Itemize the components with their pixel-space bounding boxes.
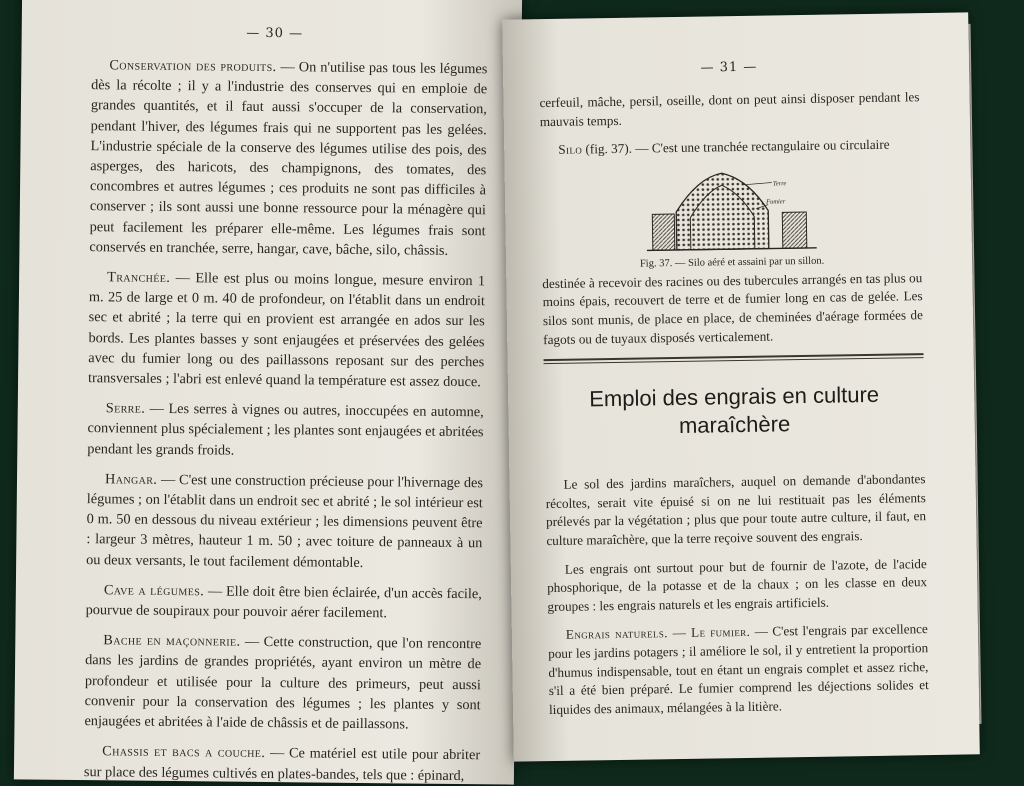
heading-serre: Serre. (105, 400, 146, 417)
right-page (502, 12, 980, 761)
text-serre: — Les serres à vignes ou autres, inoccupées en automne, conviennent plus spécialement ; les plantes sont enjaugées et abritées pendant les grands froids. (87, 400, 484, 459)
paragraph-silo (540, 135, 920, 160)
left-page (14, 0, 522, 785)
text-cave: — Elle doit être bien éclairée, d'un accès facile, pourvue de soupiraux pour pouvoir aérer facilement. (85, 583, 482, 622)
heading-hangar: Hangar. (104, 471, 158, 488)
heading-tranchee: Tranchée. (107, 269, 171, 287)
paragraph-cave (86, 580, 482, 625)
section-title (544, 380, 925, 442)
section-title-line-2: maraîchère (678, 411, 791, 439)
figure-silo (541, 164, 923, 271)
paragraph-bache (84, 630, 481, 735)
right-wall-shape (782, 212, 807, 248)
left-page-body (84, 55, 488, 786)
paragraph-top: cerfeuil, mâche, persil, oseille, dont on peut ainsi disposer pendant les mauvais temps. (539, 89, 920, 129)
heading-engrais: Engrais naturels. (565, 625, 669, 643)
section-title-line-1: Emploi des engrais en culture (589, 381, 880, 412)
paragraph-serre (87, 398, 484, 463)
silo-illustration (646, 166, 817, 255)
page-number-right: — 31 — (700, 59, 758, 76)
text-bache: — Cette construction, que l'on rencontre dans les jardins de grandes propriétés, ayant environ un mètre de profondeur et utilisée pour la culture des primeurs, peut aussi convenir pour la conservation des légumes ; les plantes y sont enjaugées et abritées à l'aide de châssis et de paillassons. (84, 634, 482, 733)
heading-silo: Silo (558, 141, 583, 158)
paragraph-chassis (84, 741, 480, 786)
left-wall-shape (652, 214, 675, 250)
paragraph-conservation (89, 55, 487, 261)
figure-label-terre: Terre (772, 180, 787, 188)
figure-label-fumier: Fumier (766, 198, 786, 206)
heading-conservation: Conservation des produits. (109, 57, 277, 76)
heading-bache: Bache en maçonnerie. (103, 632, 241, 651)
page-number-left: — 30 — (246, 25, 304, 42)
heading-cave: Cave a légumes. (103, 582, 205, 600)
text-engrais: — C'est l'engrais par excellence pour les jardins potagers ; il améliore le sol, il y entretient la proportion d'humus indispensable, tout en étant un engrais complet et assez riche, s'il a été bien préparé. Le fumier comprend les déjections solides et liquides des animaux, mélangées à la litière. (548, 621, 929, 717)
text-hangar: — C'est une construction précieuse pour l'hivernage des légumes ; on l'établit dans un endroit sec et abrité ; le sol intérieur est 0 m. 50 en dessous du niveau extérieur ; les dimensions peuvent être : largeur 3 mètres, hauteur 1 m. 50 ; avec toiture de panneaux à un ou deux versants, le tout facilement démontable. (86, 471, 484, 571)
paragraph-after-figure: destinée à recevoir des racines ou des tubercules arrangés en tas plus ou moins épais, recouvert de terre et de fumier long en cas de gelée. Les silos sont munis, de place en place, de cheminées d'aérage formées de fagots ou de tuyaux disposés verticalement. (542, 269, 924, 347)
text-silo: (fig. 37). — C'est une tranchée rectangulaire ou circulaire (582, 136, 890, 157)
paragraph-intro-2: Les engrais ont surtout pour but de fournir de l'azote, de l'acide phosphorique, de la potasse et de la chaux ; on les classe en deux groupes : les engrais naturels et les engrais artificiels. (547, 555, 928, 614)
paragraph-tranchee (88, 267, 485, 392)
text-chassis: — Ce matériel est utile pour abriter sur place des légumes cultivés en plates-bandes, tels que : épinard, (83, 745, 481, 784)
paragraph-intro-1: Le sol des jardins maraîchers, auquel on demande d'abondantes récoltes, serait vite épuisé si on ne lui restituait pas les éléments prélevés par la végétation ; plus que pour toute autre culture, il faut, en culture maraîchère, que la terre reçoive souvent des engrais. (545, 471, 927, 549)
text-conservation: — On n'utilise pas tous les légumes dès la récolte ; il y a l'industrie des conserves qui en emploie de grandes quantités, et il faut aussi s'occuper de la conservation, pendant l'hiver, des légumes frais qui ne supportent pas les gelées. L'industrie spéciale de la conserve des légumes utilise des pois, des asperges, des haricots, des champignons, des tomates, des concombres et autres légumes ; ces produits ne sont pas difficiles à conserver ; ils sont aussi une bonne ressource pour la ménagère qui peut facilement les préparer elle-même. Les légumes frais sont conservés en tranchée, serre, hangar, cave, bâche, silo, châssis. (89, 59, 488, 259)
text-tranchee: — Elle est plus ou moins longue, mesure environ 1 m. 25 de large et 0 m. 40 de profondeur, on l'établit dans un endroit sec et abrité ; la terre qui en provient est arrangée en ados sur les bords. Les plantes basses y sont enjaugées et préservées des gelées avec du fumier long ou des paillassons reposant sur des perches transversales ; l'abri est enlevé quand la température est assez douce. (87, 270, 486, 391)
heading-chassis: Chassis et bacs a couche. (102, 743, 266, 762)
paragraph-hangar (86, 469, 483, 574)
figure-caption: Fig. 37. — Silo aéré et assaini par un sillon. (639, 255, 825, 270)
subheading-fumier: — Le fumier. (667, 624, 751, 641)
paragraph-engrais (548, 620, 929, 719)
section-divider (544, 353, 924, 364)
